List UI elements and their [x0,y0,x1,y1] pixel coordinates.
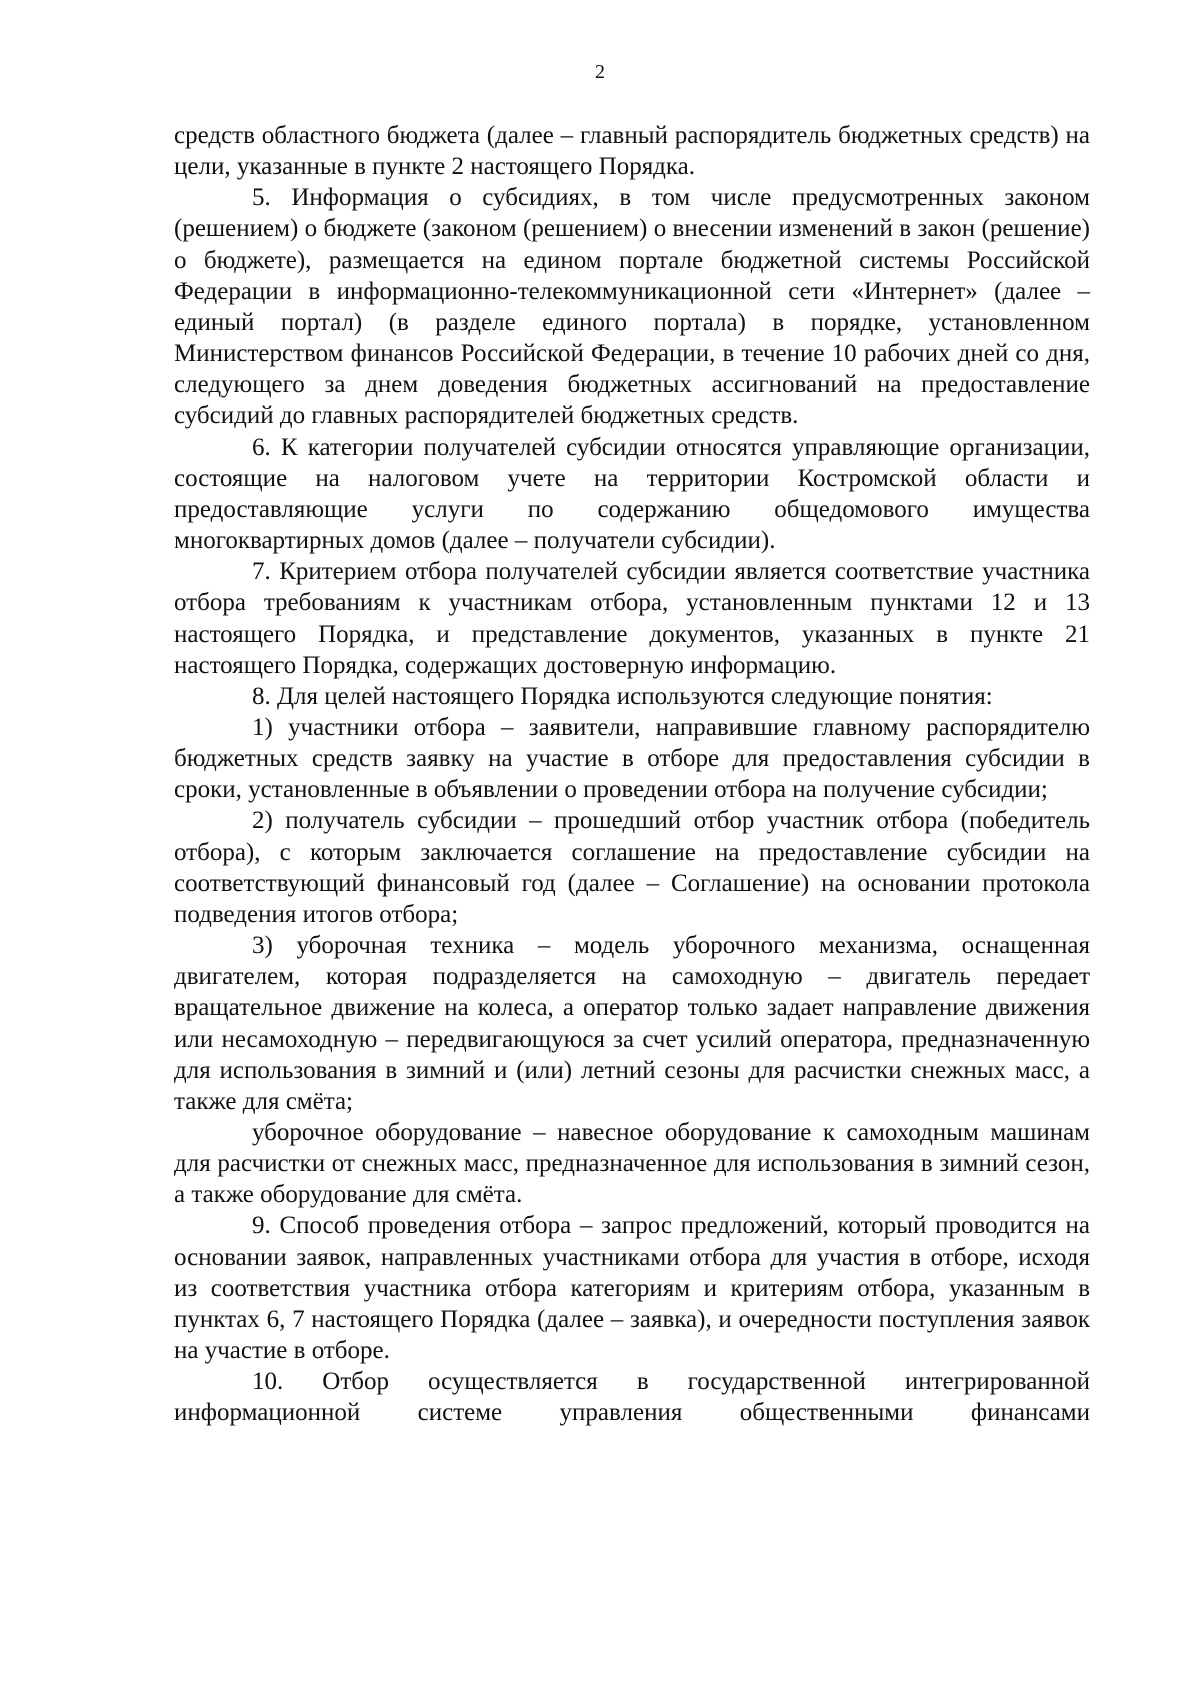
paragraph-8: 8. Для целей настоящего Порядка используются следующие понятия: [252,682,993,710]
paragraph-5: 5. Информация о субсидиях, в том числе предусмотренных законом (решением) о бюджете (законом (решением) о внесении изменений в закон (решение) о бюджете), размещается на едином портале бюджетной системы Российской Федерации в информационно-телекоммуникационной сети «Интернет» (далее – единый портал) (в разделе единого портала) в порядке, установленном Министерством финансов Российской Федерации, в течение 10 рабочих дней со дня, следующего за днем доведения бюджетных ассигнований на предоставление субсидий до главных распорядителей бюджетных средств. [174,184,1090,430]
paragraph-8-item-2: 2) получатель субсидии – прошедший отбор участник отбора (победитель отбора), с которым заключается соглашение на предоставление субсидии на соответствующий финансовый год (далее – Соглашение) на основании протокола подведения итогов отбора; [174,807,1090,928]
paragraph-8-item-1: 1) участники отбора – заявители, направившие главному распорядителю бюджетных средств заявку на участие в отборе для предоставления субсидии в сроки, установленные в объявлении о проведении отбора на получение субсидии; [174,713,1090,804]
paragraph-10: 10. Отбор осуществляется в государственной интегрированной информационной системе управления общественными финансами [174,1368,1090,1427]
paragraph-7: 7. Критерием отбора получателей субсидии является соответствие участника отбора требованиям к участникам отбора, установленным пунктами 12 и 13 настоящего Порядка, и представление документов, указанных в пункте 21 настоящего Порядка, содержащих достоверную информацию. [174,558,1090,679]
paragraph-6: 6. К категории получателей субсидии относятся управляющие организации, состоящие на налоговом учете на территории Костромской области и предоставляющие услуги по содержанию общедомового имущества многоквартирных домов (далее – получатели субсидии). [174,433,1090,555]
paragraph-continuation: средств областного бюджета (далее – главный распорядитель бюджетных средств) на цели, указанные в пункте 2 настоящего Порядка. [174,122,1090,181]
paragraph-9: 9. Способ проведения отбора – запрос предложений, который проводится на основании заявок, направленных участниками отбора для участия в отборе, исходя из соответствия участника отбора категориям и критериям отбора, указанным в пунктах 6, 7 настоящего Порядка (далее – заявка), и очередности поступления заявок на участие в отборе. [174,1212,1090,1365]
paragraph-8-item-3: 3) уборочная техника – модель уборочного механизма, оснащенная двигателем, которая подразделяется на самоходную – двигатель передает вращательное движение на колеса, а оператор только задает направление движения или несамоходную – передвигающуюся за счет усилий оператора, предназначенную для использования в зимний и (или) летний сезоны для расчистки снежных масс, а также для смёта; [174,932,1090,1115]
document-body [174,120,1090,1429]
page-number: 2 [595,61,605,83]
paragraph-8-item-3-equipment: уборочное оборудование – навесное оборудование к самоходным машинам для расчистки от снежных масс, предназначенное для использования в зимний сезон, а также оборудование для смёта. [174,1119,1090,1209]
